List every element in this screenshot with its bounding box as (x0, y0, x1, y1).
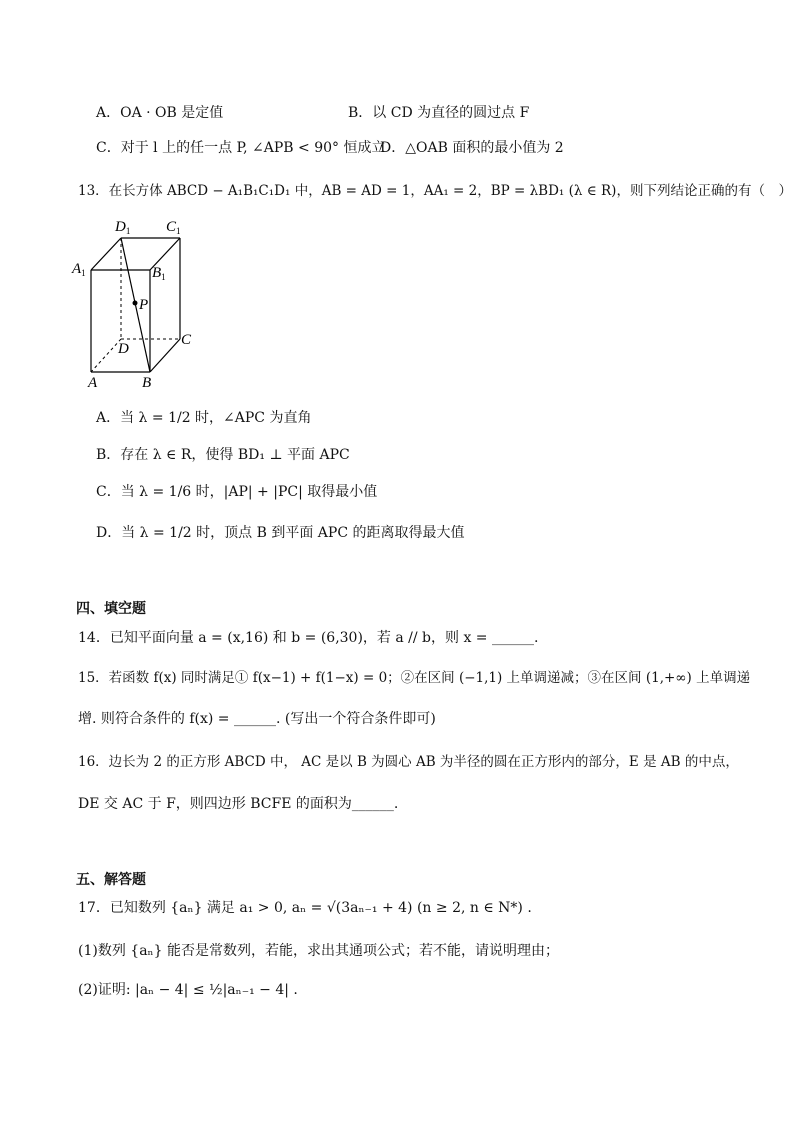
label-c1: $C_1$ (166, 219, 181, 236)
label-d1: $D_1$ (115, 219, 131, 236)
q12-option-a: A．OA · OB 是定值 (96, 105, 224, 121)
q12-option-d: D．△OAB 面积的最小值为 2 (380, 140, 564, 156)
cuboid-figure (70, 215, 210, 395)
q13-stem: 13．在长方体 ABCD − A₁B₁C₁D₁ 中，AB = AD = 1，AA₁ = 2，BP = λBD₁ (λ ∈ R)，则下列结论正确的有（ ） (78, 183, 792, 199)
q13-option-b: B．存在 λ ∈ R，使得 BD₁ ⊥ 平面 APC (96, 447, 350, 463)
q16-line2: DE 交 AC 于 F，则四边形 BCFE 的面积为______. (78, 796, 399, 812)
label-p: P (139, 297, 149, 313)
q12-option-c: C．对于 l 上的任一点 P, ∠APB < 90° 恒成立 (96, 140, 386, 156)
q13-option-a: A．当 λ = 1/2 时，∠APC 为直角 (96, 410, 312, 426)
label-b1: $B_1$ (152, 265, 166, 282)
section-heading-fill-in: 四、填空题 (76, 601, 146, 617)
edge-bc (150, 339, 180, 372)
q15-line1: 15．若函数 f(x) 同时满足① f(x−1) + f(1−x) = 0；②在区间 (−1,1) 上单调递减；③在区间 (1,+∞) 上单调递 (78, 670, 751, 686)
label-a1: $A_1$ (72, 261, 86, 278)
label-b: B (142, 375, 152, 391)
edge-da-hidden (91, 339, 121, 372)
edge-d1a1 (91, 238, 121, 270)
point-p (133, 301, 138, 306)
q16-line1: 16．边长为 2 的正方形 ABCD 中， AC 是以 B 为圆心 AB 为半径的圆在正方形内的部分，E 是 AB 的中点， (78, 754, 739, 770)
label-d: D (118, 341, 129, 357)
q12-option-b: B．以 CD 为直径的圆过点 F (348, 105, 530, 121)
q15-line2: 增. 则符合条件的 f(x) = ______. (写出一个符合条件即可) (78, 711, 436, 727)
q13-option-d: D．当 λ = 1/2 时，顶点 B 到平面 APC 的距离取得最大值 (96, 525, 465, 541)
q13-option-c: C．当 λ = 1/6 时，|AP| + |PC| 取得最小值 (96, 484, 378, 500)
q14-text: 14．已知平面向量 a = (x,16) 和 b = (6,30)，若 a // b，则 x = ______. (78, 630, 539, 646)
q17-part2: (2)证明: |aₙ − 4| ≤ ½|aₙ₋₁ − 4| . (78, 982, 298, 998)
q17-part1: (1)数列 {aₙ} 能否是常数列，若能，求出其通项公式；若不能，请说明理由； (78, 943, 559, 959)
label-c: C (181, 332, 192, 348)
q17-stem: 17．已知数列 {aₙ} 满足 a₁ > 0, aₙ = √(3aₙ₋₁ + 4) (n ≥ 2, n ∈ N*) . (78, 900, 532, 916)
section-heading-answer: 五、解答题 (76, 872, 146, 888)
label-a: A (88, 375, 98, 391)
